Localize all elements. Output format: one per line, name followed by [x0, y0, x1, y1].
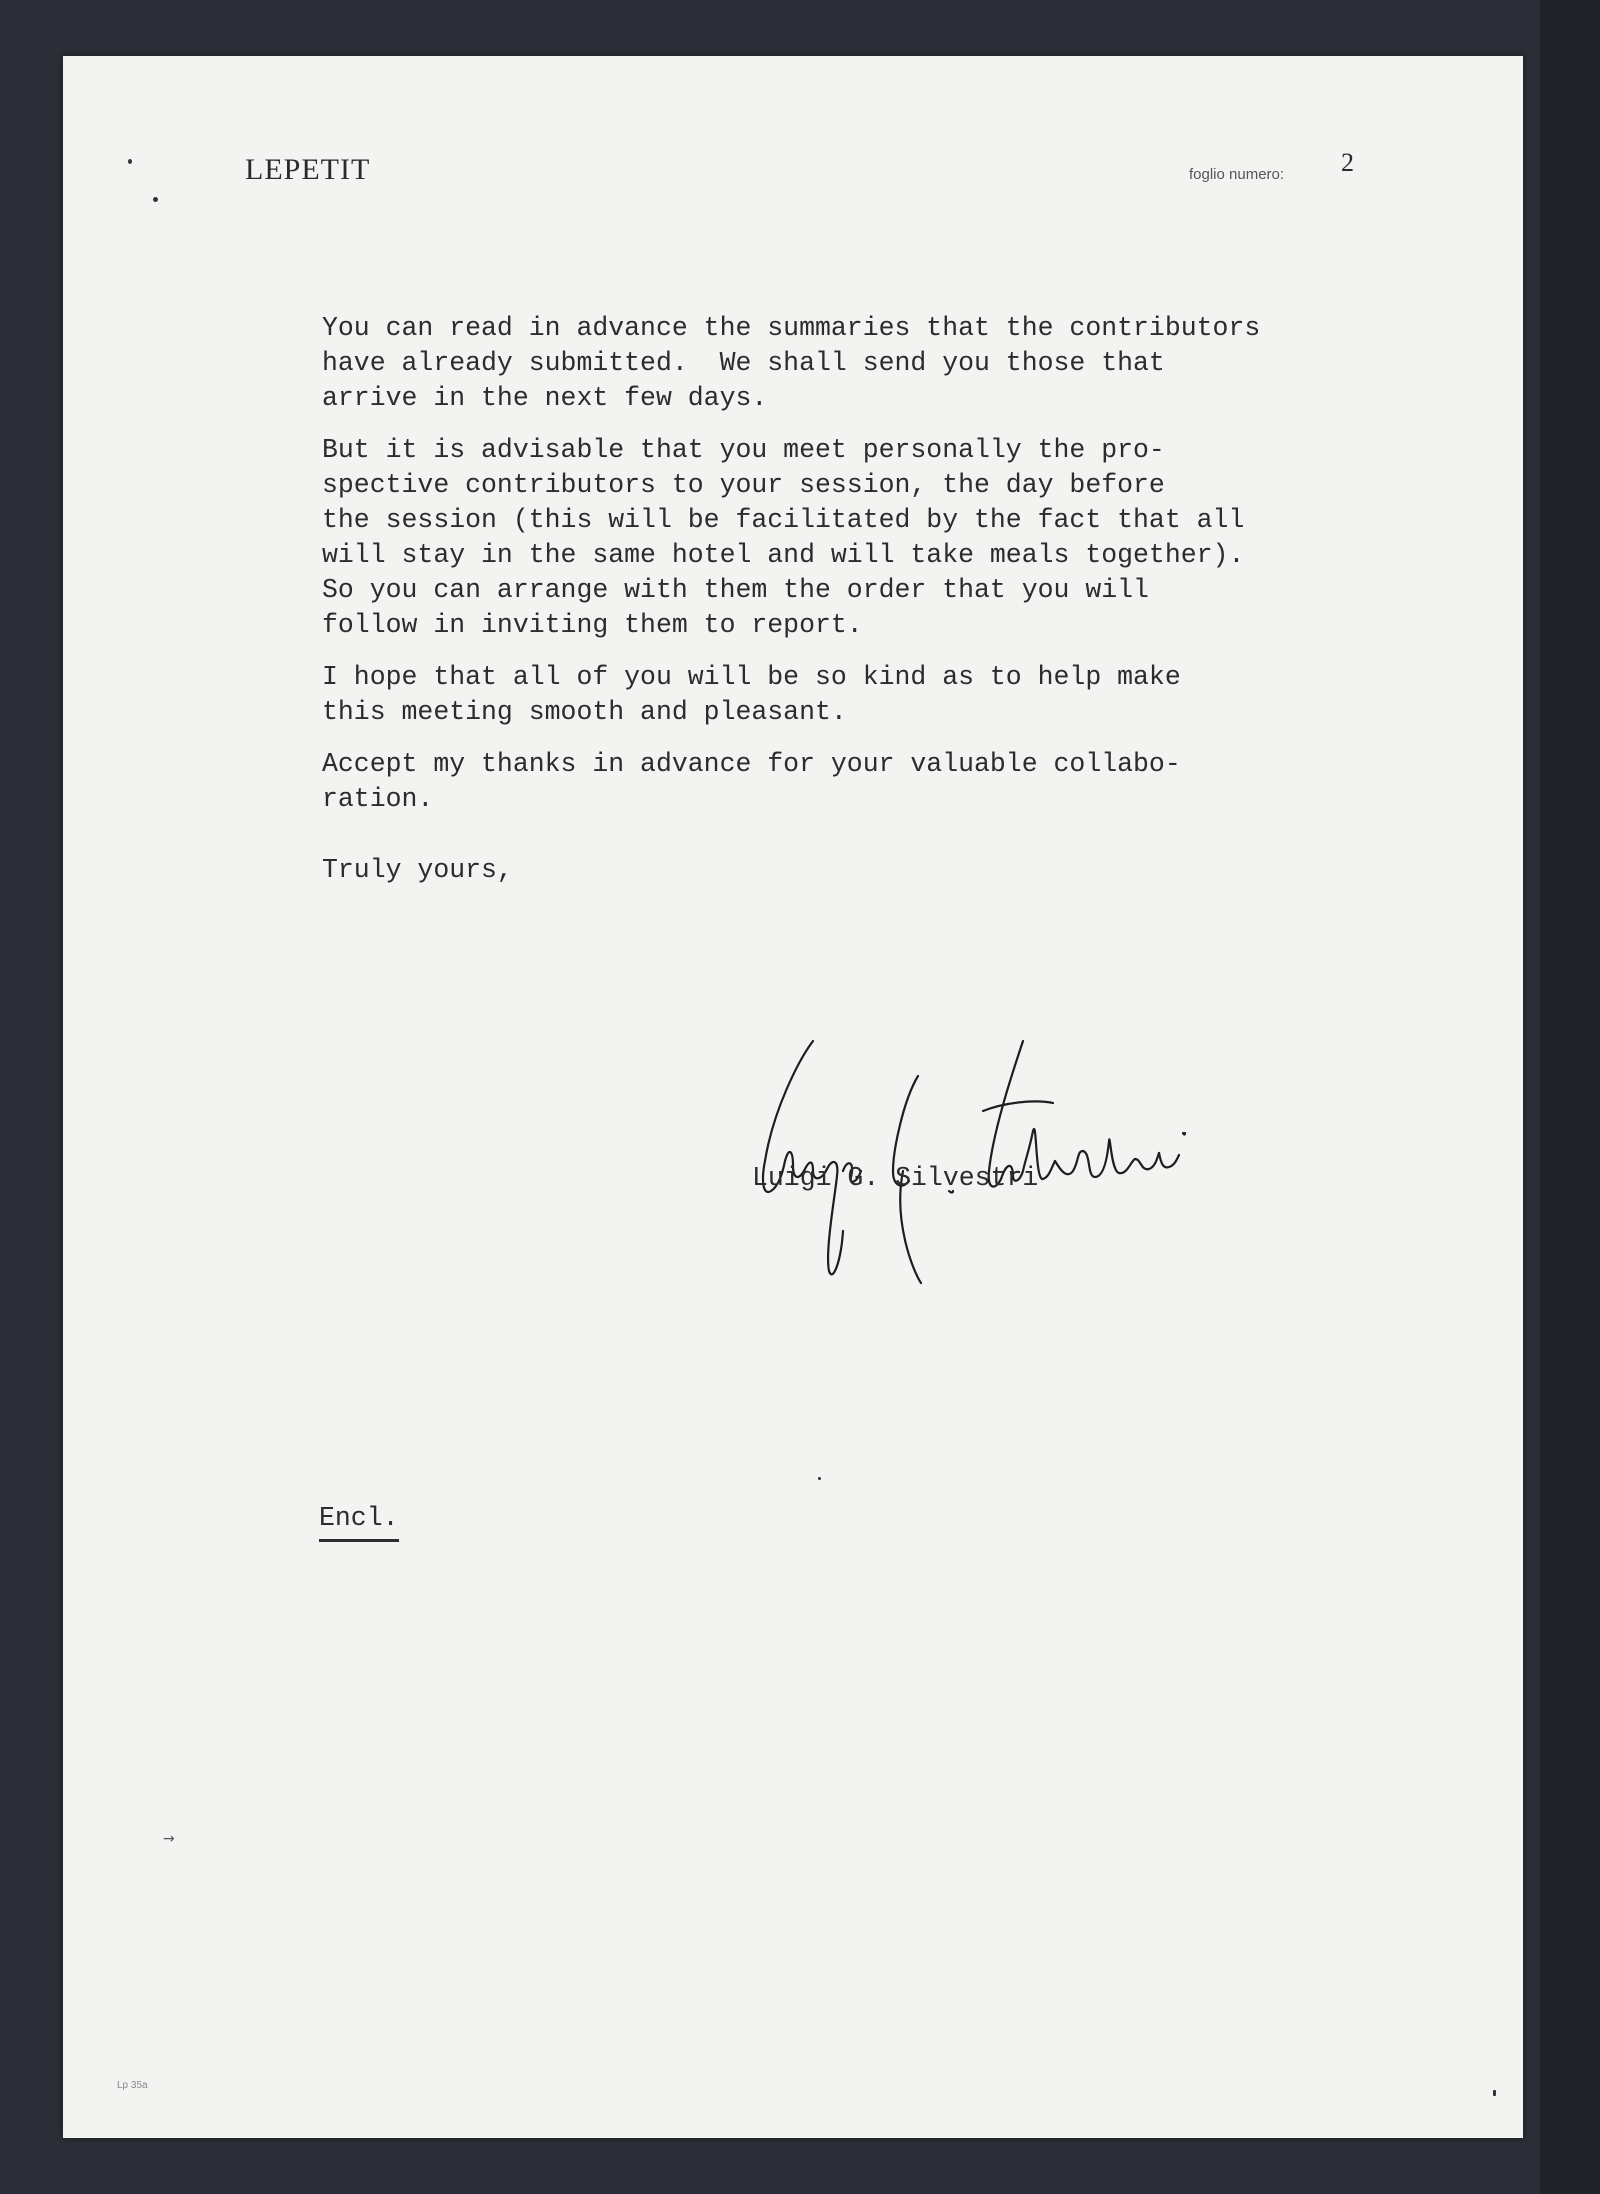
signatory-name: Luigi G. Silvestri: [752, 1163, 1039, 1193]
paragraph: [322, 747, 1462, 817]
folio-label: foglio numero:: [1189, 166, 1285, 183]
body-line: I hope that all of you will be so kind as to help make: [322, 662, 1181, 692]
ink-speck: [818, 1477, 821, 1480]
body-line: ration.: [322, 784, 434, 814]
body-line: arrive in the next few days.: [322, 383, 768, 413]
body-line: Accept my thanks in advance for your valuable collabo-: [322, 749, 1181, 779]
paragraph: [322, 433, 1462, 643]
enclosure-note: Encl.: [319, 1503, 399, 1542]
body-line: the session (this will be facilitated by the fact that all: [322, 505, 1245, 535]
body-line: spective contributors to your session, the day before: [322, 470, 1165, 500]
body-line: will stay in the same hotel and will take meals together).: [322, 540, 1245, 570]
body-line: So you can arrange with them the order that you will: [322, 575, 1149, 605]
body-line: But it is advisable that you meet personally the pro-: [322, 435, 1165, 465]
ink-speck: [1493, 2090, 1496, 2096]
ink-speck: [153, 197, 158, 202]
body-line: have already submitted. We shall send you those that: [322, 348, 1165, 378]
handwritten-signature: [743, 1021, 1303, 1291]
body-line: You can read in advance the summaries that the contributors: [322, 313, 1261, 343]
closing-salutation: Truly yours,: [322, 855, 513, 885]
paragraph: [322, 311, 1462, 416]
margin-arrow-icon: →: [163, 1831, 175, 1847]
letter-page: [63, 56, 1523, 2138]
letterhead-company: LEPETIT: [245, 153, 371, 186]
body-line: this meeting smooth and pleasant.: [322, 697, 847, 727]
paragraph: [322, 660, 1462, 730]
letter-body: [322, 311, 1462, 905]
folio-number: 2: [1341, 148, 1354, 177]
scan-backdrop: [1540, 0, 1600, 2194]
form-code: Lp 35a: [117, 2080, 148, 2091]
ink-speck: [128, 159, 132, 164]
body-line: follow in inviting them to report.: [322, 610, 863, 640]
